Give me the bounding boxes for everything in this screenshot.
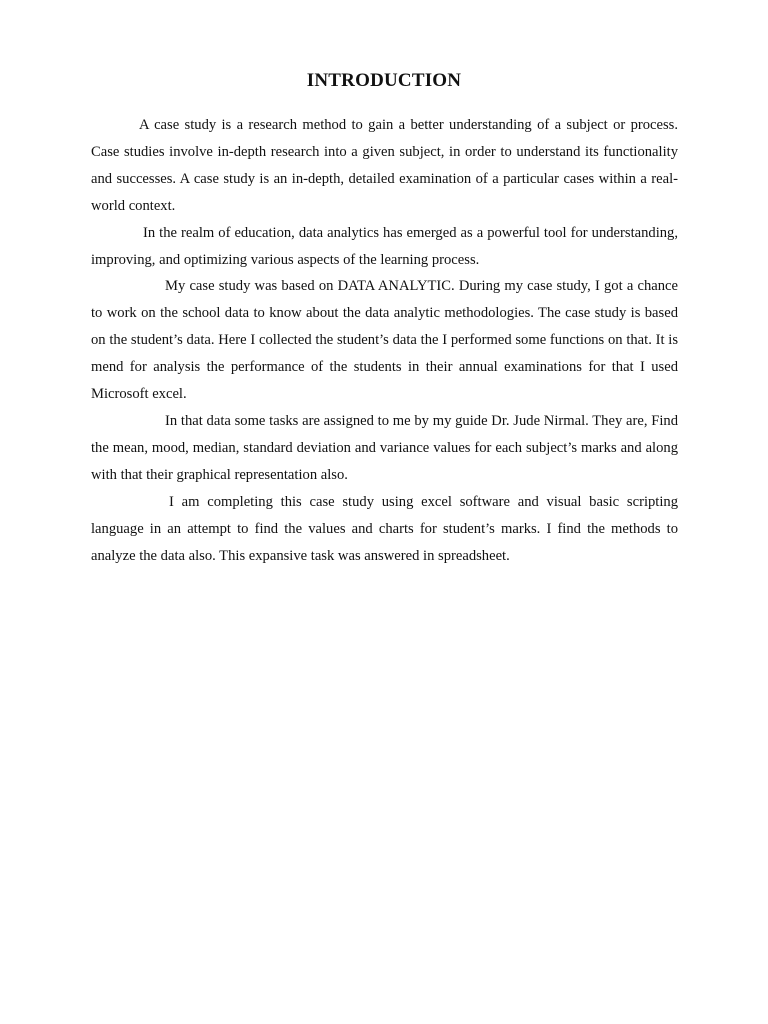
paragraph-case-study-definition: A case study is a research method to gain a better understanding of a subject or process. Case studies involve in-depth research into a given subject, in order to understand its functionality and successes. A case study is an in-depth, detailed examination of a particular cases within a real-world context. <box>91 117 678 214</box>
document-body <box>91 112 678 569</box>
paragraph-assigned-tasks: In that data some tasks are assigned to me by my guide Dr. Jude Nirmal. They are, Find the mean, mood, median, standard deviation and variance values for each subject’s marks and along with that their graphical representation also. <box>91 412 678 483</box>
paragraph-methodology: I am completing this case study using excel software and visual basic scripting language in an attempt to find the values and charts for student’s marks. I find the methods to analyze the data also. This expansive task was answered in spreadsheet. <box>91 493 678 564</box>
paragraph-case-study-topic: My case study was based on DATA ANALYTIC. During my case study, I got a chance to work on the school data to know about the data analytic methodologies. The case study is based on the student’s data. Here I collected the student’s data the I performed some functions on that. It is mend for analysis the performance of the students in their annual examinations for that I used Microsoft excel. <box>91 278 678 403</box>
paragraph-education-analytics: In the realm of education, data analytics has emerged as a powerful tool for understanding, improving, and optimizing various aspects of the learning process. <box>91 224 678 268</box>
page-title: INTRODUCTION <box>306 70 462 91</box>
